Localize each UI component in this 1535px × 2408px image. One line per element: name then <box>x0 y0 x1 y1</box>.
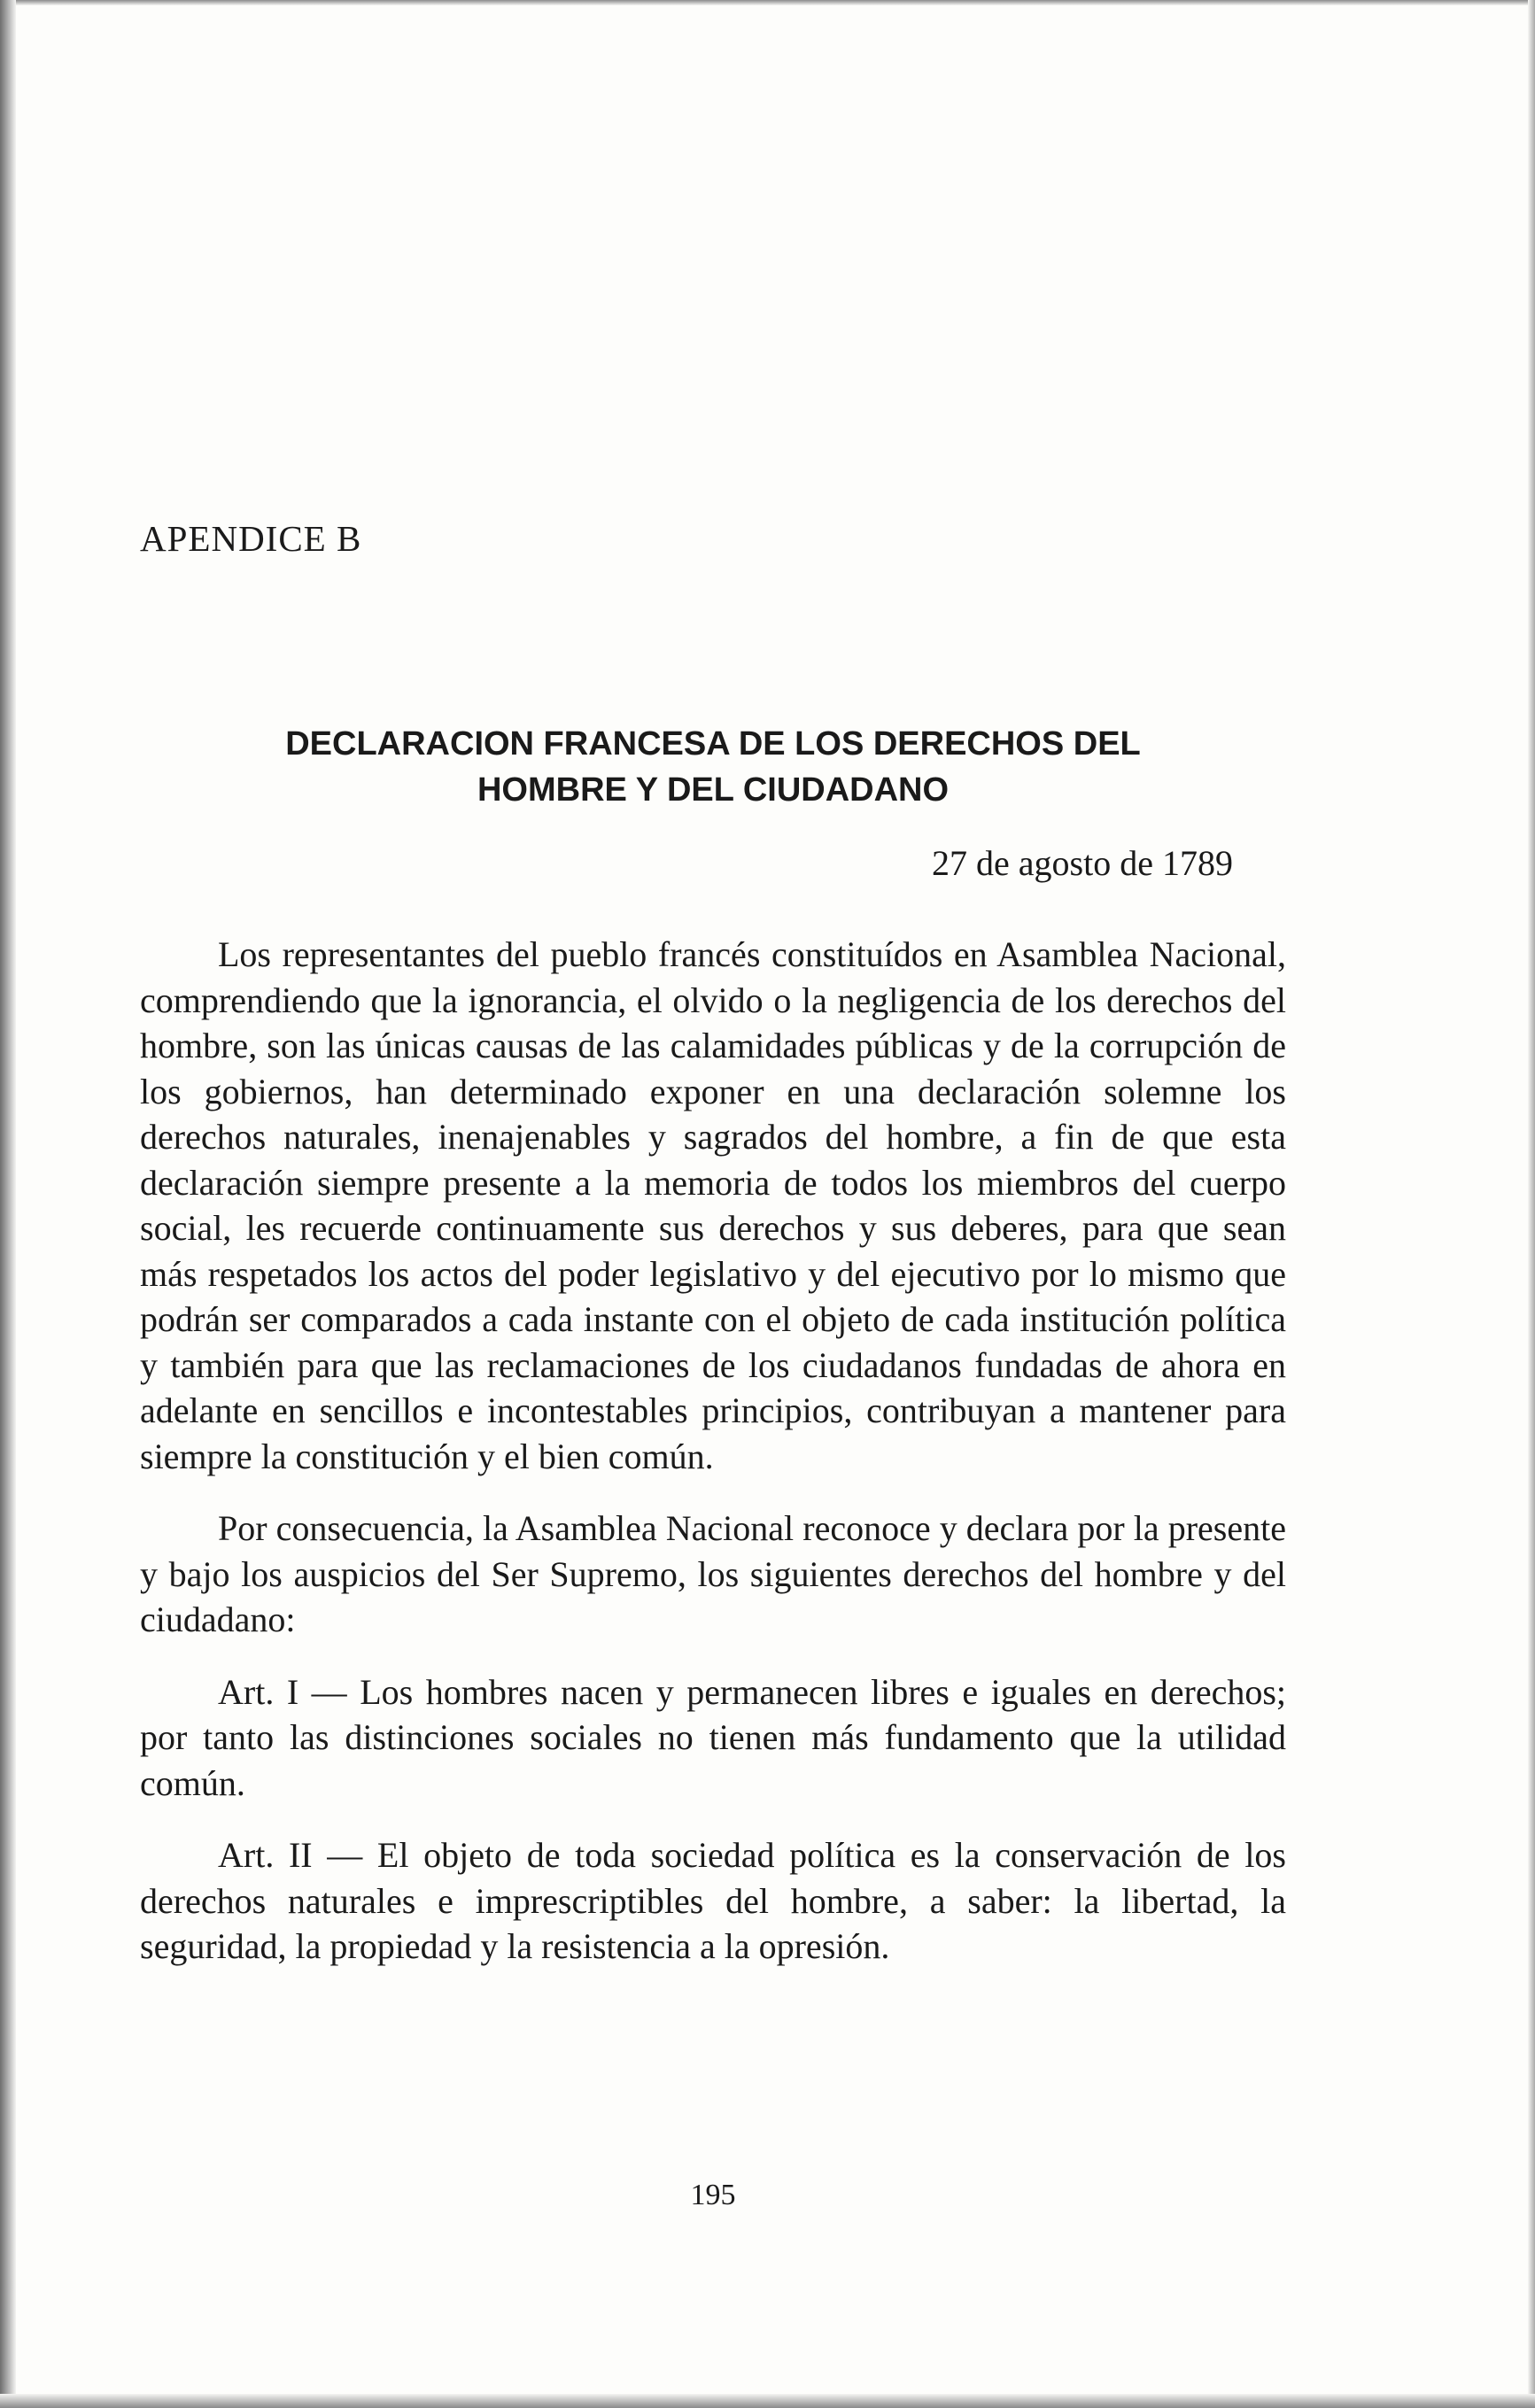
declaration-date: 27 de agosto de 1789 <box>932 843 1233 883</box>
page-edge-left <box>0 0 16 2408</box>
declaration-title-line-1: DECLARACION FRANCESA DE LOS DERECHOS DEL <box>285 725 1141 763</box>
declaration-title <box>140 721 1286 813</box>
page-number: 195 <box>690 2179 736 2211</box>
page-edge-top <box>0 0 1535 5</box>
article-2-paragraph: Art. II — El objeto de toda sociedad política es la conservación de los derechos naturales e imprescriptibles del hombre, a saber: la libertad, la seguridad, la propiedad y la resistencia a la opresión. <box>140 1835 1286 1966</box>
page-edge-bottom <box>0 2394 1535 2408</box>
page-edge-right <box>1528 0 1535 2408</box>
proclamation-paragraph: Por consecuencia, la Asamblea Nacional reconoce y declara por la presente y bajo los auspicios del Ser Supremo, los siguientes derechos del hombre y del ciudadano: <box>140 1508 1286 1639</box>
article-1-paragraph: Art. I — Los hombres nacen y permanecen libres e iguales en derechos; por tanto las distinciones sociales no tienen más fundamento que la utilidad común. <box>140 1671 1286 1803</box>
preamble-paragraph: Los representantes del pueblo francés constituídos en Asamblea Nacional, comprendiendo que la ignorancia, el olvido o la negligencia de los derechos del hombre, son las únicas causas de las calamidades públicas y de la corrupción de los gobiernos, han determinado exponer en una declaración solemne los derechos naturales, inenajenables y sagrados del hombre, a fin de que esta declaración siempre presente a la memoria de todos los miembros del cuerpo social, les recuerde continuamente sus derechos y sus deberes, para que sean más respetados los actos del poder legislativo y del ejecutivo por lo mismo que podrán ser comparados a cada instante con el objeto de cada institución política y también para que las reclamaciones de los ciudadanos fundadas de ahora en adelante en sencillos e incontestables principios, contribuyan a mantener para siempre la constitución y el bien común. <box>140 934 1286 1476</box>
appendix-title: APENDICE B <box>140 518 362 559</box>
declaration-title-line-2: HOMBRE Y DEL CIUDADANO <box>477 771 950 809</box>
body-text <box>140 932 1286 1970</box>
